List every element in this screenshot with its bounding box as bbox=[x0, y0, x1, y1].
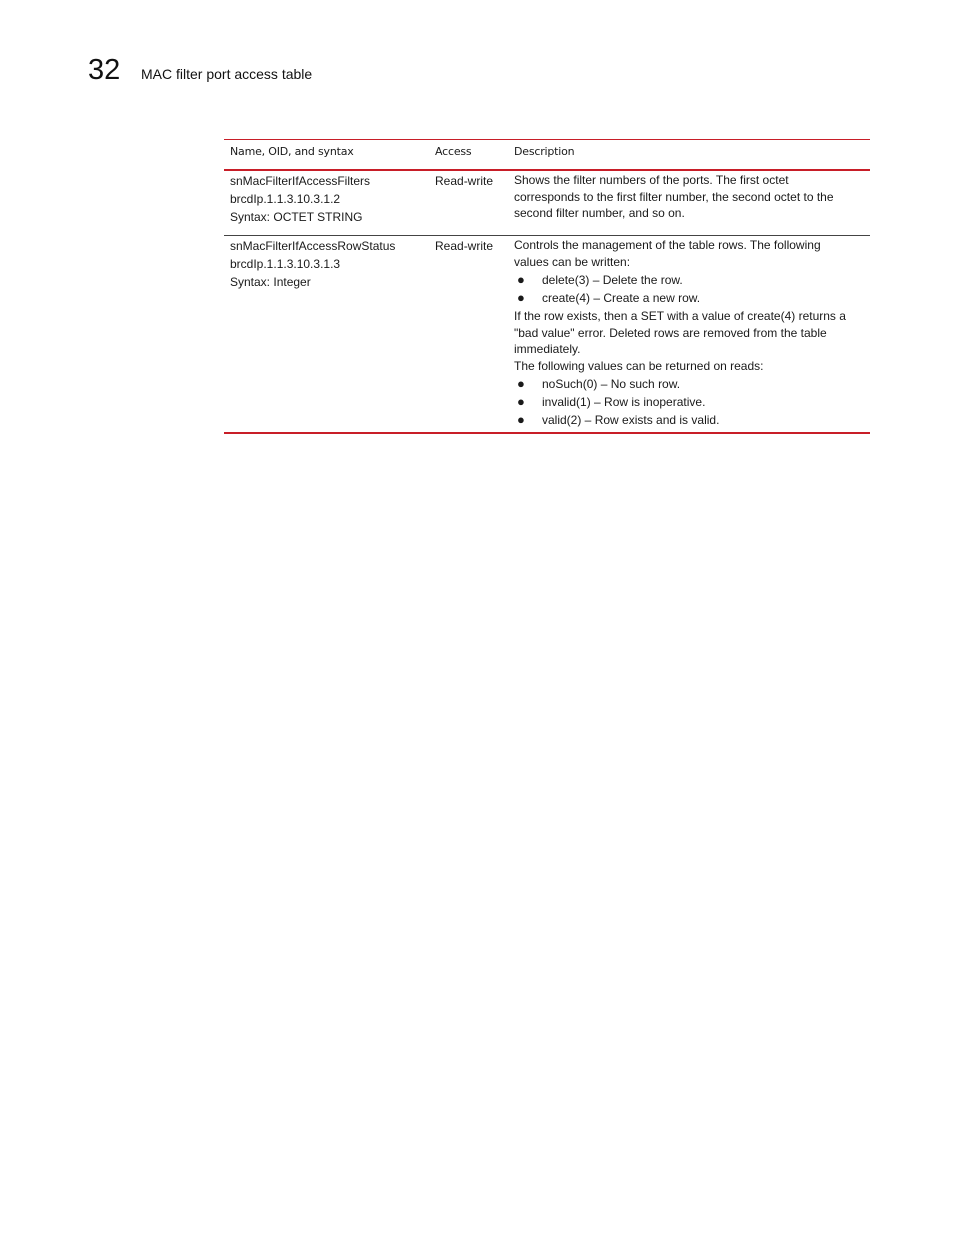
description-line: values can be written: bbox=[514, 254, 631, 269]
description-cell bbox=[508, 236, 870, 434]
mib-object-table bbox=[224, 139, 870, 434]
description-line: "bad value" error. Deleted rows are removed from the table bbox=[514, 325, 827, 340]
bullet-icon: ● bbox=[517, 412, 525, 427]
object-name: snMacFilterIfAccessFilters bbox=[230, 174, 371, 188]
object-name-cell bbox=[224, 236, 429, 434]
list-item: ● noSuch(0) – No such row. bbox=[517, 376, 681, 391]
description-line: corresponds to the first filter number, the second octet to the bbox=[514, 189, 834, 204]
list-item: ● create(4) – Create a new row. bbox=[517, 290, 701, 305]
object-oid: brcdIp.1.1.3.10.3.1.3 bbox=[230, 257, 341, 271]
write-values-list bbox=[514, 271, 864, 307]
table-row bbox=[224, 170, 870, 236]
description-line: immediately. bbox=[514, 342, 581, 356]
description-line: Controls the management of the table rows. The following bbox=[514, 238, 821, 252]
object-syntax: Syntax: OCTET STRING bbox=[230, 210, 363, 224]
table-row bbox=[224, 236, 870, 434]
access-cell: Read-write bbox=[429, 170, 508, 236]
description-line: The following values can be returned on reads: bbox=[514, 358, 764, 373]
column-header-name: Name, OID, and syntax bbox=[224, 140, 429, 171]
list-item: ● invalid(1) – Row is inoperative. bbox=[517, 394, 706, 409]
table-header-row bbox=[224, 140, 870, 171]
description-line: Shows the filter numbers of the ports. The first octet bbox=[514, 173, 789, 187]
list-item: ● valid(2) – Row exists and is valid. bbox=[517, 412, 720, 427]
object-oid: brcdIp.1.1.3.10.3.1.2 bbox=[230, 192, 341, 206]
chapter-number: 32 bbox=[88, 54, 121, 86]
chapter-title: MAC filter port access table bbox=[141, 66, 313, 82]
object-syntax: Syntax: Integer bbox=[230, 275, 311, 289]
description-line: second filter number, and so on. bbox=[514, 206, 685, 220]
bullet-icon: ● bbox=[517, 376, 525, 391]
list-item: ● delete(3) – Delete the row. bbox=[517, 272, 683, 287]
access-cell: Read-write bbox=[429, 236, 508, 434]
object-name: snMacFilterIfAccessRowStatus bbox=[230, 239, 396, 253]
bullet-icon: ● bbox=[517, 394, 525, 409]
description-line: If the row exists, then a SET with a value of create(4) returns a bbox=[514, 309, 846, 323]
read-values-list bbox=[514, 375, 864, 429]
description-cell bbox=[508, 170, 870, 236]
bullet-icon: ● bbox=[517, 272, 525, 287]
bullet-icon: ● bbox=[517, 290, 525, 305]
column-header-description: Description bbox=[508, 140, 870, 171]
object-name-cell bbox=[224, 170, 429, 236]
column-header-access: Access bbox=[429, 140, 508, 171]
